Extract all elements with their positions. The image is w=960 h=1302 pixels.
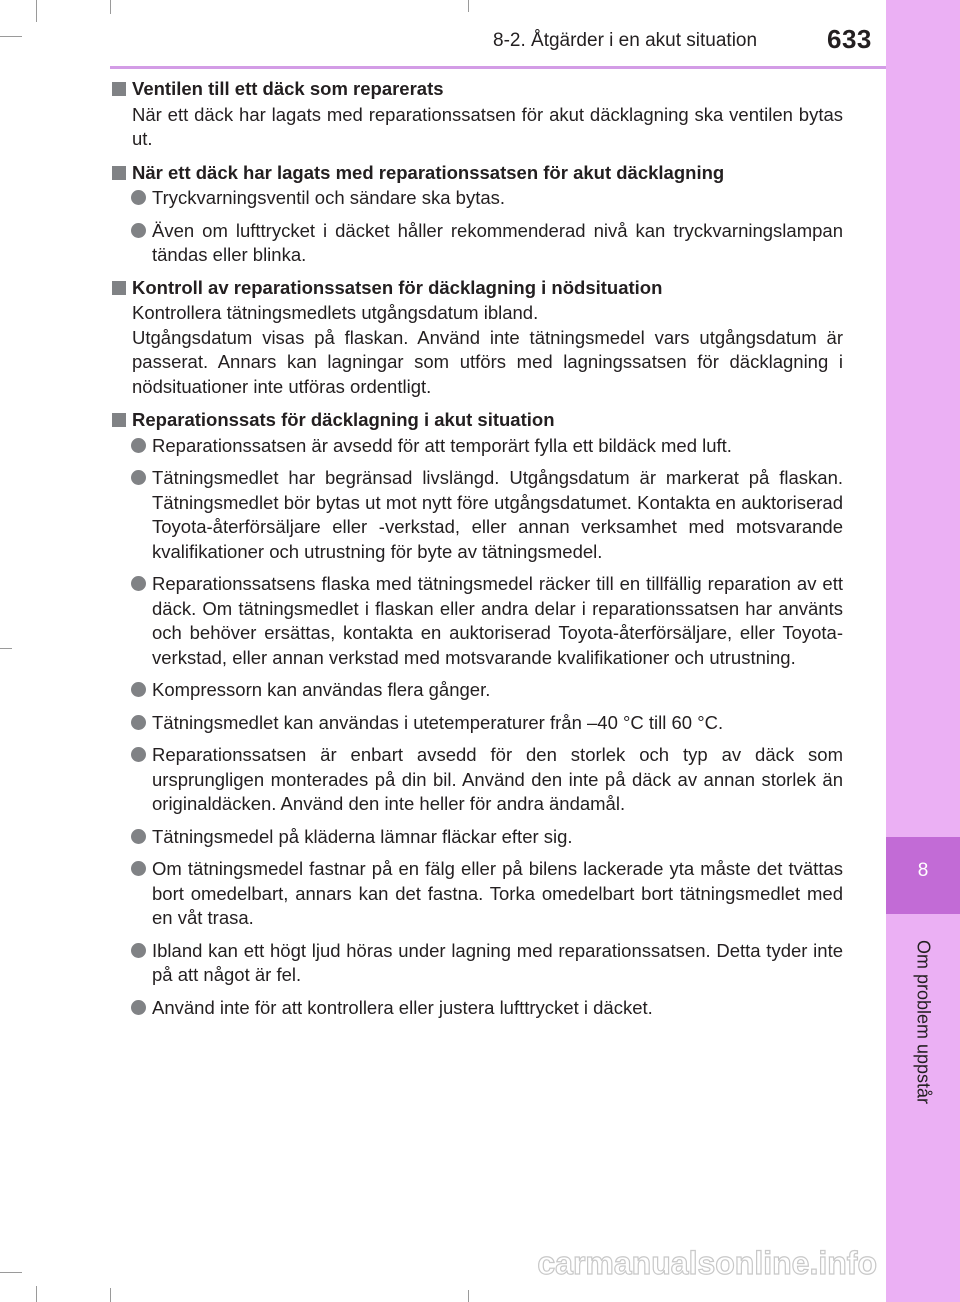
bullet-item: Även om lufttrycket i däcket håller rekommenderad nivå kan tryckvarningslampan tändas eller blinka. [110, 219, 843, 268]
paragraph: Kontrollera tätningsmedlets utgångsdatum ibland. Utgångsdatum visas på flaskan. Använd inte tätningsmedel vars utgångsdatum är passerat. Annars kan lagningar som utförs med lagningssatsen för däcklagning i nödsituationer inte utföras ordentligt. [132, 302, 843, 397]
bullet-dot-icon [131, 470, 146, 485]
bullet-item: Tätningsmedel på kläderna lämnar fläckar efter sig. [110, 825, 843, 850]
bullet-dot-icon [131, 682, 146, 697]
crop-mark [110, 0, 111, 14]
bullet-dot-icon [131, 861, 146, 876]
crop-mark [0, 648, 12, 649]
section-heading: När ett däck har lagats med reparationssatsen för akut däcklagning [110, 161, 843, 186]
watermark-logo [537, 1232, 883, 1288]
crop-mark [110, 1288, 111, 1302]
paragraph: När ett däck har lagats med reparationssatsen för akut däcklagning ska ventilen bytas ut. [132, 103, 843, 149]
crop-mark [0, 1272, 22, 1273]
bullet-item: Tätningsmedlet kan användas i utetemperaturer från –40 °C till 60 °C. [110, 711, 843, 736]
svg-text:carmanualsonline.info: carmanualsonline.info [537, 1245, 877, 1281]
bullet-dot-icon [131, 223, 146, 238]
section-square-icon [112, 166, 126, 180]
bullet-item: Om tätningsmedel fastnar på en fälg eller på bilens lackerade yta måste det tvättas bort omedelbart, annars kan det fastna. Torka omedelbart bort tätningsmedlet med en våt trasa. [110, 857, 843, 931]
running-header: 8-2. Åtgärder i en akut situation [493, 30, 758, 51]
watermark-svg [537, 1232, 883, 1288]
bullet-item: Ibland kan ett högt ljud höras under lagning med reparationssatsen. Detta tyder inte på att något är fel. [110, 939, 843, 988]
bullet-dot-icon [131, 1000, 146, 1015]
header-rule [110, 66, 886, 69]
bullet-dot-icon [131, 190, 146, 205]
bullet-dot-icon [131, 943, 146, 958]
section-heading: Ventilen till ett däck som reparerats [110, 77, 843, 102]
section-square-icon [112, 82, 126, 96]
crop-mark [468, 0, 469, 12]
chapter-side-tab [886, 0, 960, 1302]
chapter-number: 8 [917, 860, 929, 881]
bullet-item: Reparationssatsen är enbart avsedd för den storlek och typ av däck som ursprungligen monterades på din bil. Använd den inte på däck av annan storlek än originaldäcken. Använd den inte heller för andra ändamål. [110, 743, 843, 817]
bullet-dot-icon [131, 747, 146, 762]
bullet-item: Reparationssatsens flaska med tätningsmedel räcker till en tillfällig reparation av ett däck. Om tätningsmedlet i flaskan eller andra delar i reparationssatsen har använts och behöver ersättas, kontakta en auktoriserad Toyota-återförsäljare, eller Toyota-verkstad, eller annan verkstad med motsvarande kvalifikationer och utrustning. [110, 572, 843, 670]
page-body [110, 77, 843, 1028]
bullet-item: Kompressorn kan användas flera gånger. [110, 678, 843, 703]
bullet-dot-icon [131, 576, 146, 591]
crop-mark [468, 1290, 469, 1302]
bullet-item: Tryckvarningsventil och sändare ska bytas. [110, 186, 843, 211]
bullet-item: Använd inte för att kontrollera eller justera lufttrycket i däcket. [110, 996, 843, 1021]
section-heading: Reparationssats för däcklagning i akut situation [110, 408, 843, 433]
bullet-dot-icon [131, 829, 146, 844]
bullet-dot-icon [131, 438, 146, 453]
section-square-icon [112, 281, 126, 295]
crop-mark [36, 0, 37, 22]
section-square-icon [112, 413, 126, 427]
bullet-item: Reparationssatsen är avsedd för att temporärt fylla ett bildäck med luft. [110, 434, 843, 459]
bullet-dot-icon [131, 715, 146, 730]
section-heading: Kontroll av reparationssatsen för däcklagning i nödsituation [110, 276, 843, 301]
chapter-title: Om problem uppstår [913, 939, 934, 1105]
crop-mark [36, 1286, 37, 1302]
crop-mark [0, 36, 22, 37]
page-number: 633 [827, 24, 872, 54]
bullet-item: Tätningsmedlet har begränsad livslängd. Utgångsdatum är markerat på flaskan. Tätningsmedlet bör bytas ut mot nytt före utgångsdatumet. Kontakta en auktoriserad Toyota-återförsäljare eller -verkstad, eller annan verksamhet med motsvarande kvalifikationer och utrustning för byte av tätningsmedel. [110, 466, 843, 564]
